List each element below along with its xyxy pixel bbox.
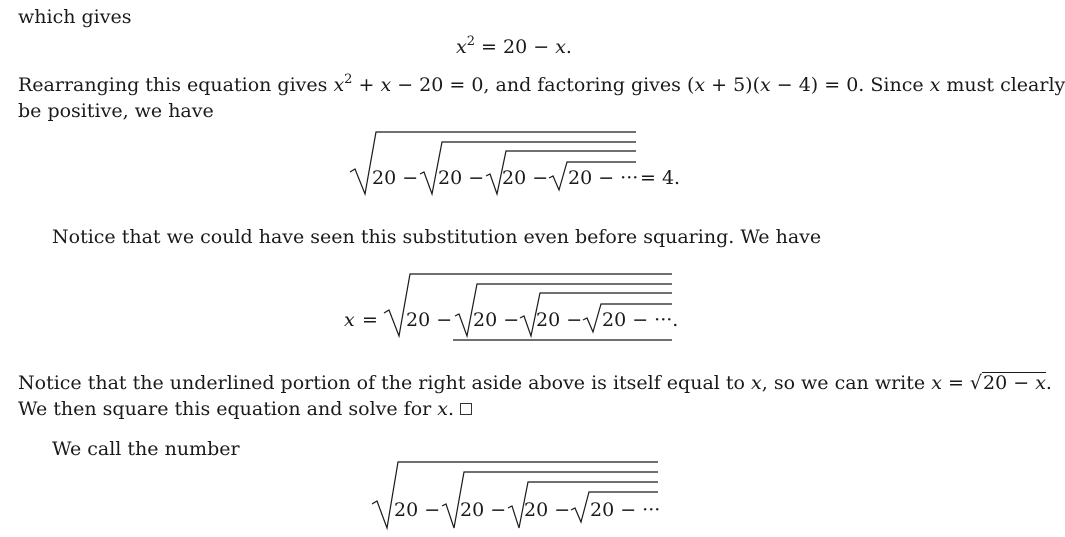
exponent: 2 [344, 72, 353, 87]
radical-term: 20 − [394, 499, 441, 521]
var-x: x [333, 74, 345, 96]
equals-sign: = [362, 309, 378, 331]
exponent: 2 [466, 34, 475, 49]
paragraph-rearranging [18, 74, 1065, 96]
var-x: x [929, 74, 941, 96]
text-span: must clearly [940, 74, 1065, 96]
paragraph-notice [52, 226, 821, 248]
nested-radical-number [362, 458, 682, 534]
radical-term-last: 20 − ···. [602, 309, 679, 331]
nested-radical-equals-four [340, 124, 700, 200]
paragraph-we-call [52, 438, 240, 460]
radical-term-last: 20 − ··· [590, 499, 661, 521]
text-span: . [448, 398, 455, 420]
text-span: We call the number [52, 438, 240, 460]
text-span: Rearranging this equation gives [18, 74, 334, 96]
var-x: x [555, 36, 566, 58]
radical-term: 20 − [372, 167, 419, 189]
equation-x-squared [456, 36, 572, 58]
radical-term: 20 − [536, 309, 583, 331]
var-x: x [437, 398, 448, 420]
var-x: x [760, 74, 771, 96]
text-span: Notice that the underlined portion of the right aside above is itself equal to [18, 372, 752, 394]
var-x: x [344, 309, 355, 331]
radical-term-last: 20 − ··· [568, 167, 639, 189]
nested-radical-x [340, 268, 700, 346]
var-x: x [1035, 372, 1046, 394]
text-span: = [941, 372, 970, 394]
text-span: which gives [18, 6, 132, 28]
var-x: x [380, 74, 392, 96]
inline-radical [982, 372, 1046, 393]
var-x: x [931, 372, 942, 394]
eq-end: . [565, 36, 572, 58]
text-span: . [1045, 372, 1052, 394]
eq-rhs: = 20 − [475, 36, 556, 58]
text-span: Notice that we could have seen this substitution even before squaring. We have [52, 226, 822, 248]
text-which-gives [18, 6, 131, 28]
text-span: , so we can write [761, 372, 932, 394]
sqrt-glyph: √ [969, 372, 983, 394]
text-span: be positive, we have [18, 100, 214, 122]
radical-term: 20 − [438, 167, 485, 189]
text-span: + [352, 74, 381, 96]
qed-box-icon [460, 403, 472, 415]
var-x: x [751, 372, 762, 394]
text-span: + 5)( [705, 74, 760, 96]
equals-four: = 4. [640, 167, 681, 189]
radical-term: 20 − [502, 167, 549, 189]
text-span: We then square this equation and solve for [18, 398, 438, 420]
radical-term: 20 − [524, 499, 571, 521]
radical-term: 20 − [406, 309, 453, 331]
radical-term: 20 − [460, 499, 507, 521]
paragraph-underlined-portion [18, 372, 1052, 394]
text-span: − 20 = 0, and factoring gives ( [391, 74, 695, 96]
radical-term: 20 − [473, 309, 520, 331]
var-x: x [694, 74, 706, 96]
paragraph-square-equation [18, 398, 472, 420]
text-span: 20 − [983, 372, 1036, 394]
text-span: − 4) = 0. Since [770, 74, 930, 96]
var-x: x [456, 36, 467, 58]
paragraph-rearranging-line2 [18, 100, 214, 122]
